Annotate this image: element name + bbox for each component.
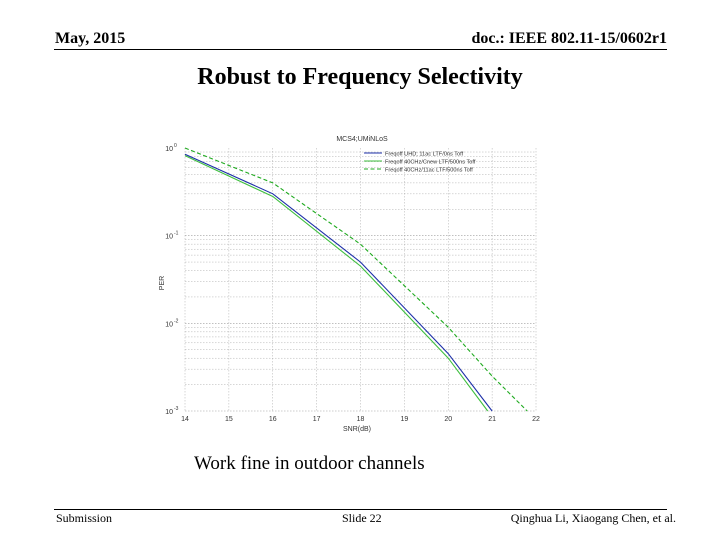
axes	[165, 143, 540, 423]
x-tick-label: 19	[400, 416, 409, 423]
series-line	[185, 148, 527, 411]
x-tick-label: 15	[224, 416, 233, 423]
footer-authors: Qinghua Li, Xiaogang Chen, et al.	[510, 511, 676, 525]
caption: Work fine in outdoor channels	[194, 453, 425, 474]
x-axis-label: SNR(dB)	[342, 426, 372, 433]
footer-submission: Submission	[56, 511, 113, 525]
x-tick-label: 16	[268, 416, 277, 423]
y-tick-label: 10	[165, 409, 173, 416]
x-tick-label: 20	[444, 416, 453, 423]
per-chart	[150, 128, 550, 438]
y-tick-exponent: 0	[174, 143, 177, 149]
footer-slide-number: Slide 22	[342, 511, 382, 525]
y-tick-label: 10	[165, 146, 173, 153]
slide-title: Robust to Frequency Selectivity	[197, 64, 523, 90]
y-tick-exponent: -2	[174, 318, 179, 325]
y-tick-label: 10	[165, 321, 173, 329]
legend-label: Freqoff UHD; 11ac LTF/0ns Toff	[385, 151, 464, 158]
legend-label: Freqoff 40CHz/Cnew LTF/500ns Toff	[385, 159, 476, 166]
header-date: May, 2015	[55, 30, 126, 47]
x-tick-label: 17	[312, 416, 321, 423]
legend	[364, 152, 476, 174]
x-tick-label: 22	[532, 416, 540, 423]
series-line	[185, 151, 492, 411]
x-tick-label: 21	[488, 416, 497, 423]
per-chart-svg	[150, 128, 550, 438]
x-tick-label: 14	[181, 416, 189, 423]
header-doc-id: doc.: IEEE 802.11-15/0602r1	[471, 30, 667, 47]
footer-rule	[54, 509, 667, 510]
y-tick-exponent: -1	[174, 230, 179, 237]
grid	[185, 148, 536, 411]
y-tick-exponent: -3	[174, 406, 179, 412]
y-axis-label: PER	[159, 275, 166, 291]
legend-label: Freqoff 40CHz/11ac LTF/500ns Toff	[385, 167, 473, 174]
chart-title: MCS4;UMiNLoS	[336, 136, 388, 143]
header-rule	[54, 49, 667, 50]
series-group	[185, 148, 527, 411]
y-tick-label: 10	[165, 233, 173, 241]
x-tick-label: 18	[356, 416, 365, 423]
